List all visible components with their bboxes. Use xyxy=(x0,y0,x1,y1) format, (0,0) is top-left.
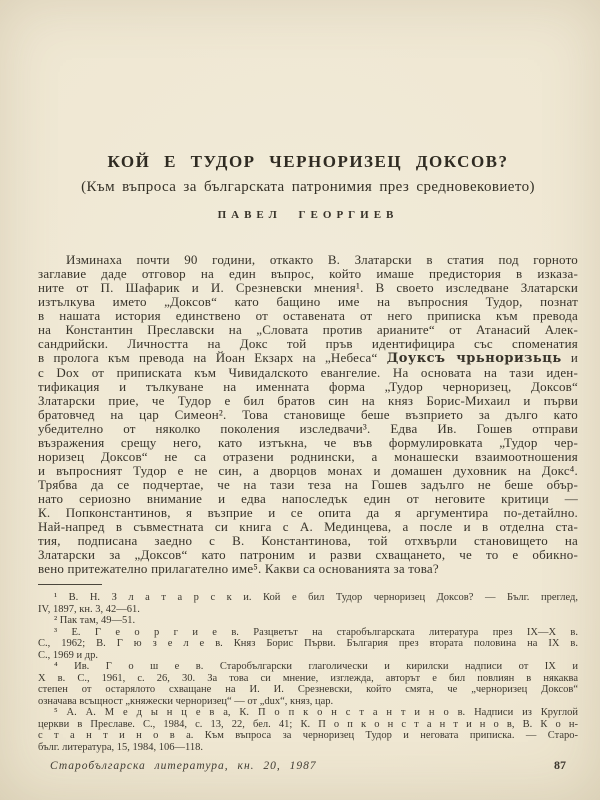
body-line: вено притежателно прилагателно име⁵. Какви са основанията за това? xyxy=(38,561,439,576)
body-line: братовчед на цар Симеон². Това становище беше възприето за дълго като xyxy=(38,407,578,422)
footnote-line: ² Пак там, 49—51. xyxy=(54,615,136,626)
footnote-line: ³ Е. Г е о р г и е в. Разцветът на старобългарската литература през IX—X в. xyxy=(54,626,578,638)
page-number: 87 xyxy=(554,758,566,772)
footnote-line: X в. С., 1961, с. 26, 30. За това си мнение, изглежда, авторът е бил повлиян в някаква xyxy=(38,672,578,684)
body-line: и въпросният Тудор е не син, а дворцов монах и домашен духовник на Докс⁴. xyxy=(38,463,578,478)
article-author: ПАВЕЛ ГЕОРГИЕВ xyxy=(217,209,399,221)
body-line: К. Попконстантинов, я възприе и се опита да я аргументира по-детайлно. xyxy=(38,505,578,520)
body-line: заглавие даде отговор на един въпрос, който имаше предистория в изказа- xyxy=(38,266,578,281)
body-line xyxy=(38,351,578,366)
body-line: с Dox от приписката към Чивидалското евангелие. На основата на тази иден- xyxy=(38,365,578,380)
footnote-line: ⁵ А. А. М е д ы н ц е в а, К. П о п к о н с т а н т и н о в. Надписи из Круглой xyxy=(54,707,578,718)
footnote-line: С., 1962; В. Г ю з е л е в. Княз Борис Първи. България през втората половина на IX в. xyxy=(38,638,578,649)
body-line: Най-напред в съвместната си книга с А. Мединцева, а после и в отделна ста- xyxy=(38,519,578,534)
footnote-line: степен от остарялото схващане на И. И. Срезневски, който смята, че „черноризец Доксов“ xyxy=(38,684,578,695)
body-line: норизец Доксов“ не са отразени роднински, а монашески взаимоотношения xyxy=(38,449,578,464)
body-line: тификация и тълкуване на именната форма „Тудор черноризец, Доксов“ xyxy=(38,379,578,394)
body-line: Трябва да се подчертае, че на тази теза на Гошев задълго не беше обър- xyxy=(38,477,578,492)
old-slavonic-phrase: Доуксъ чрьноризьць xyxy=(386,351,562,366)
journal-citation: Старобългарска литература, кн. 20, 1987 xyxy=(50,760,317,772)
footnote-line: церкви в Преславе. С., 1984, с. 13, 22, бел. 41; К. П о п к о н с т а н т и н о в, В. К о н- xyxy=(38,718,578,730)
body-line: възражения срещу него, като изтъкна, че във формулировката „Тудор чер- xyxy=(38,435,578,450)
footnote-separator xyxy=(38,584,102,585)
body-line: Златарски за „Доксов“ като патроним и разви схващането, че то е обикно- xyxy=(38,547,578,562)
page-footer xyxy=(38,758,566,773)
footnote-line: ¹ В. Н. З л а т а р с к и. Кой е бил Тудор черноризец Доксов? — Бълг. преглед, xyxy=(54,592,578,603)
body-line: в нашата история единствено от оставената от него приписка към превода xyxy=(38,308,578,323)
footnotes-block xyxy=(38,592,578,753)
body-line: тия, подписана заедно с В. Константинова, той отхвърли становището на xyxy=(38,533,578,548)
footnote-line: бълг. литература, 15, 1984, 106—118. xyxy=(38,741,203,753)
body-line: на Константин Преславски на „Словата против арианите“ от Атанасий Алек- xyxy=(38,322,578,337)
body-line-text: и xyxy=(561,350,579,365)
body-line-text: в пролога към превода на Йоан Екзарх на „Небеса“ xyxy=(38,350,387,365)
footnote-line: IV, 1897, кн. 3, 42—61. xyxy=(38,603,140,615)
footnote-line: с т а н т и н о в а. Към въпроса за черноризец Тудор и неговата приписка. — Старо- xyxy=(38,730,578,741)
footnote-line: ⁴ Ив. Г о ш е в. Старобългарски глаголически и кирилски надписи от IX и xyxy=(54,661,578,672)
body-line: изтълкува името „Доксов“ като бащино име на въпросния Тудор, познат xyxy=(38,294,578,309)
body-line: нато сериозно внимание и едва напоследък един от неговите критици — xyxy=(38,491,578,506)
article-subtitle: (Към въпроса за българската патронимия през средновековието) xyxy=(81,179,535,195)
body-line: Златарски прие, че Тудор е бил братов син на княз Борис-Михаил и първи xyxy=(38,393,578,408)
body-line: Изминаха почти 90 години, откакто В. Златарски в статия под горното xyxy=(66,252,578,267)
body-line: сандрийски. Личността на Докс той пръв идентифицира със споменатия xyxy=(38,336,578,351)
body-line: ните от П. Шафарик и И. Срезневски мнения¹. В своето изследване Златарски xyxy=(38,280,578,295)
article-body xyxy=(38,253,578,576)
footnote-line: С., 1969 и др. xyxy=(38,649,98,661)
article-title: КОЙ Е ТУДОР ЧЕРНОРИЗЕЦ ДОКСОВ? xyxy=(107,152,509,171)
body-line: убедително от няколко поколения изследвачи³. Едва Ив. Гошев отправи xyxy=(38,421,578,436)
footnote-line: означава всъщност „княжески черноризец“ — от „dux“, княз, цар. xyxy=(38,695,334,707)
